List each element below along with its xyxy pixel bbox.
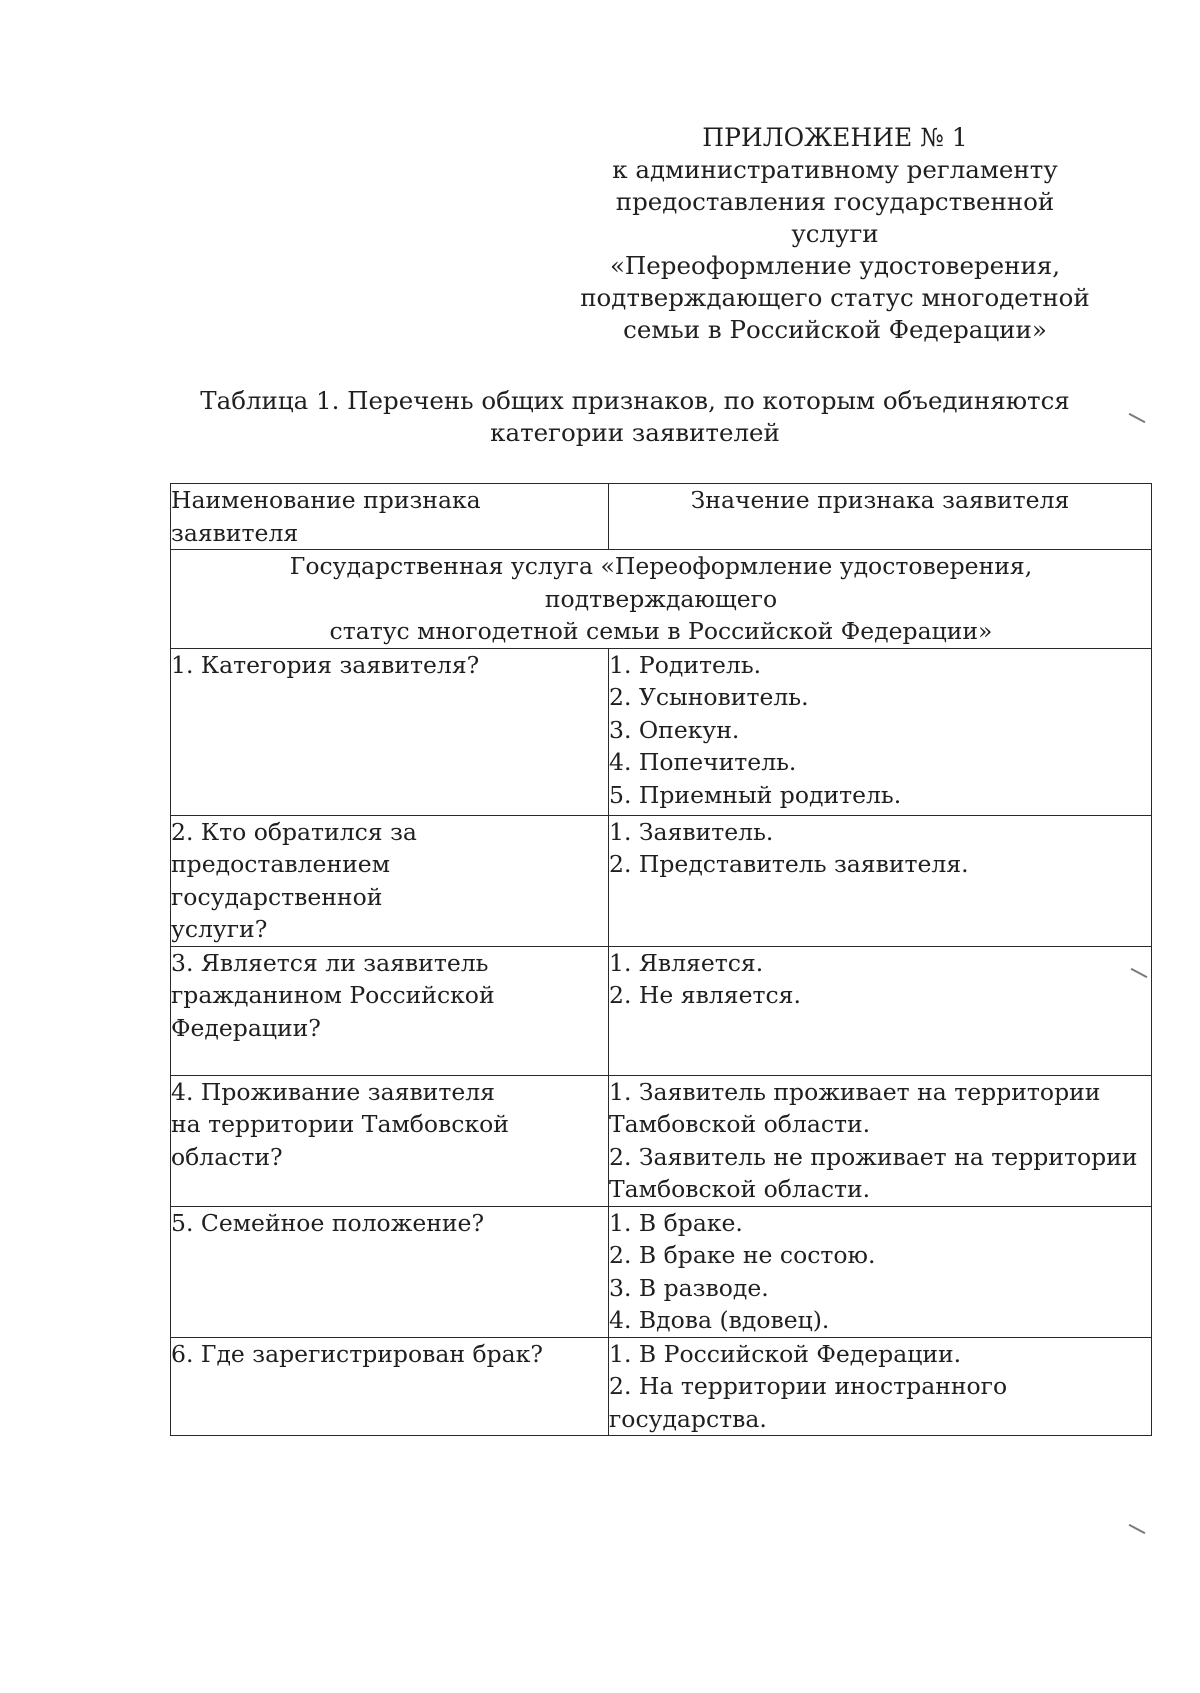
service-name-cell [171, 550, 1152, 649]
question-cell [171, 1075, 609, 1206]
scan-speck [1129, 1524, 1146, 1534]
appendix-header [575, 122, 1095, 346]
table-row [171, 1075, 1152, 1206]
question-line: 2. Кто обратился за [171, 817, 417, 846]
answer-item: Тамбовской области. [609, 1175, 871, 1203]
answer-item: 1. В браке. [609, 1208, 743, 1237]
question-line: 5. Семейное положение? [171, 1208, 485, 1237]
answer-item: 2. На территории иностранного государства. [609, 1372, 1008, 1433]
answer-item: 3. В разводе. [609, 1273, 769, 1302]
table-row [171, 648, 1152, 815]
answer-item: 3. Опекун. [609, 715, 740, 744]
answer-item: Тамбовской области. [609, 1110, 871, 1138]
answer-item: 1. Является. [609, 948, 764, 977]
question-line: 3. Является ли заявитель [171, 948, 489, 977]
answer-item: 1. Родитель. [609, 650, 762, 679]
question-line: гражданином Российской [171, 981, 495, 1009]
answer-cell [609, 1075, 1152, 1206]
answer-item: 1. Заявитель проживает на территории [609, 1077, 1101, 1106]
answer-item: 4. Попечитель. [609, 748, 797, 776]
column-header-sign-value: Значение признака заявителя [609, 484, 1152, 550]
question-cell [171, 946, 609, 1075]
caption-line: категории заявителей [490, 418, 780, 447]
appendix-line: «Переоформление удостоверения, [609, 251, 1061, 280]
question-line: области? [171, 1142, 283, 1171]
service-row [171, 550, 1152, 649]
question-cell [171, 1206, 609, 1337]
caption-line: Таблица 1. Перечень общих признаков, по которым объединяются [200, 386, 1070, 415]
table-header-row [171, 484, 1152, 550]
question-line: предоставлением государственной [171, 850, 390, 911]
scan-speck [1129, 413, 1146, 423]
answer-item: 1. В Российской Федерации. [609, 1339, 962, 1368]
applicant-signs-table [170, 483, 1152, 1436]
question-line: услуги? [171, 915, 268, 943]
answer-item: 5. Приемный родитель. [609, 780, 902, 809]
answer-cell [609, 648, 1152, 815]
question-line: на территории Тамбовской [171, 1110, 509, 1138]
question-line: 1. Категория заявителя? [171, 650, 480, 679]
answer-item: 2. В браке не состою. [609, 1241, 876, 1269]
table-row [171, 946, 1152, 1075]
table-caption [175, 385, 1095, 449]
appendix-line: подтверждающего статус многодетной [580, 283, 1090, 312]
question-cell [171, 1337, 609, 1436]
answer-item: 2. Не является. [609, 981, 801, 1009]
appendix-line: к административному регламенту [612, 155, 1058, 184]
answer-item: 2. Усыновитель. [609, 683, 809, 711]
column-header-sign-name: Наименование признака заявителя [171, 484, 609, 550]
table-row [171, 1206, 1152, 1337]
table-row [171, 1337, 1152, 1436]
answer-item: 4. Вдова (вдовец). [609, 1306, 830, 1334]
question-line: 6. Где зарегистрирован брак? [171, 1339, 543, 1368]
appendix-line: предоставления государственной услуги [615, 187, 1055, 248]
answer-item: 2. Заявитель не проживает на территории [609, 1142, 1138, 1171]
answer-item: 2. Представитель заявителя. [609, 850, 969, 878]
answer-cell [609, 1337, 1152, 1436]
answer-cell [609, 1206, 1152, 1337]
answer-cell [609, 815, 1152, 946]
table-row [171, 815, 1152, 946]
question-cell [171, 815, 609, 946]
question-line: 4. Проживание заявителя [171, 1077, 496, 1106]
answer-cell [609, 946, 1152, 1075]
answer-item: 1. Заявитель. [609, 817, 774, 846]
service-line: Государственная услуга «Переоформление удостоверения, подтверждающего [289, 552, 1033, 613]
question-cell [171, 648, 609, 815]
appendix-line: семьи в Российской Федерации» [623, 315, 1047, 344]
service-line: статус многодетной семьи в Российской Федерации» [329, 617, 993, 645]
question-line: Федерации? [171, 1013, 321, 1042]
appendix-title: ПРИЛОЖЕНИЕ № 1 [702, 123, 968, 152]
